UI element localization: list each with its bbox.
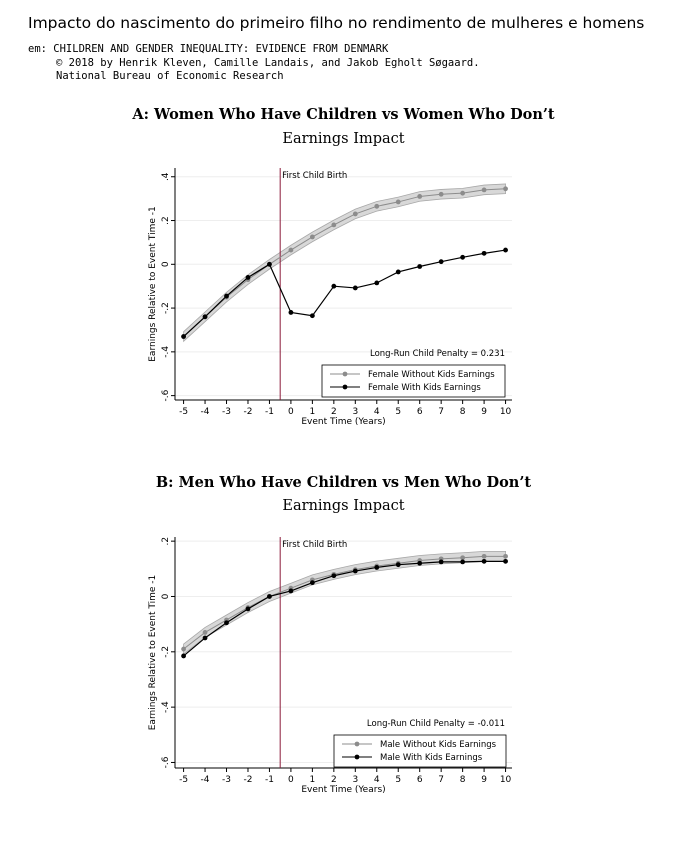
penalty-annotation: Long-Run Child Penalty = 0.231	[369, 349, 505, 359]
confidence-band	[184, 551, 506, 654]
x-tick-label: 6	[416, 407, 423, 417]
x-tick-label: 7	[438, 407, 445, 417]
legend-entry: Female Without Kids Earnings	[368, 370, 495, 380]
series-line	[184, 189, 506, 337]
x-tick-label: 8	[459, 775, 466, 785]
y-tick-label: .2	[161, 216, 171, 225]
data-point	[224, 620, 229, 625]
legend-swatch-marker	[343, 372, 348, 377]
event-label: First Child Birth	[282, 171, 348, 181]
y-tick-label: -.2	[161, 645, 171, 658]
data-point	[417, 194, 422, 199]
chart-title: Earnings Impact	[282, 498, 405, 514]
x-tick-label: -5	[179, 407, 189, 417]
chart-panel-b	[148, 474, 531, 795]
data-point	[289, 589, 294, 594]
y-tick-label: -.2	[161, 302, 171, 314]
data-point	[503, 554, 508, 559]
x-axis-label: Event Time (Years)	[301, 417, 386, 427]
x-tick-label: 9	[481, 407, 487, 417]
x-tick-label: -1	[264, 775, 274, 785]
x-tick-label: 10	[499, 407, 512, 417]
data-point	[482, 554, 487, 559]
data-point	[482, 187, 487, 192]
data-point	[246, 607, 251, 612]
x-tick-label: 9	[481, 775, 487, 785]
data-point	[503, 559, 508, 564]
x-tick-label: 7	[438, 775, 445, 785]
chart-panel-a	[131, 106, 555, 427]
data-point	[310, 580, 315, 585]
data-point	[417, 561, 422, 566]
legend	[322, 365, 505, 397]
x-tick-label: -4	[200, 407, 210, 417]
data-point	[310, 313, 315, 318]
data-point	[439, 192, 444, 197]
data-point	[417, 264, 422, 269]
data-point	[439, 559, 444, 564]
x-tick-label: 2	[330, 775, 337, 785]
y-axis-label: Earnings Relative to Event Time -1	[148, 206, 158, 362]
y-axis-label: Earnings Relative to Event Time -1	[148, 574, 158, 731]
legend-swatch-marker	[355, 755, 360, 760]
data-point	[181, 654, 186, 659]
data-point	[331, 223, 336, 228]
y-tick-label: 0	[161, 261, 171, 268]
y-tick-label: 0	[161, 593, 171, 600]
legend-entry: Male With Kids Earnings	[380, 753, 483, 763]
x-tick-label: 5	[395, 775, 402, 785]
legend-entry: Male Without Kids Earnings	[380, 740, 497, 750]
event-label: First Child Birth	[282, 540, 348, 550]
legend	[334, 735, 506, 767]
y-tick-label: -.4	[161, 345, 171, 358]
panel-title: B: Men Who Have Children vs Men Who Don’t	[155, 474, 532, 491]
x-tick-label: 2	[330, 407, 337, 417]
data-point	[396, 200, 401, 205]
data-point	[246, 275, 251, 280]
y-tick-label: .2	[161, 536, 171, 546]
data-point	[267, 262, 272, 267]
source-line: © 2018 by Henrik Kleven, Camille Landais, and Jakob Egholt Søgaard.	[56, 56, 480, 69]
x-tick-label: 3	[352, 775, 359, 785]
data-point	[181, 647, 186, 652]
x-tick-label: 4	[373, 775, 380, 785]
x-tick-label: -2	[243, 407, 253, 417]
x-tick-label: 5	[395, 407, 402, 417]
data-point	[203, 636, 208, 641]
legend-swatch-marker	[355, 742, 360, 747]
x-tick-label: 6	[416, 775, 423, 785]
x-tick-label: -3	[222, 407, 232, 417]
x-axis-label: Event Time (Years)	[301, 785, 386, 795]
data-point	[289, 310, 294, 315]
data-point	[460, 555, 465, 560]
x-tick-label: 0	[288, 775, 294, 785]
x-tick-label: -4	[200, 775, 210, 785]
data-point	[396, 270, 401, 275]
data-point	[353, 569, 358, 574]
y-tick-label: .4	[161, 172, 171, 182]
confidence-band	[184, 184, 506, 341]
y-tick-label: -.6	[161, 389, 171, 402]
y-tick-label: -.4	[161, 701, 171, 714]
data-point	[353, 286, 358, 291]
penalty-annotation: Long-Run Child Penalty = -0.011	[366, 719, 505, 729]
x-tick-label: 8	[459, 407, 466, 417]
data-point	[374, 565, 379, 570]
x-tick-label: 3	[352, 407, 359, 417]
data-point	[267, 594, 272, 599]
data-point	[181, 334, 186, 339]
source-line: National Bureau of Economic Research	[56, 70, 284, 82]
x-tick-label: -5	[179, 775, 189, 785]
data-point	[203, 630, 208, 635]
chart-title: Earnings Impact	[282, 131, 405, 147]
data-point	[203, 314, 208, 319]
data-point	[396, 562, 401, 567]
data-point	[331, 284, 336, 289]
data-point	[310, 235, 315, 240]
y-tick-label: -.6	[161, 756, 171, 769]
data-point	[482, 251, 487, 256]
data-point	[439, 259, 444, 264]
x-tick-label: 1	[309, 407, 316, 417]
x-tick-label: -2	[243, 775, 253, 785]
x-tick-label: 0	[288, 407, 294, 417]
data-point	[331, 573, 336, 578]
x-tick-label: 4	[373, 407, 380, 417]
data-point	[460, 255, 465, 260]
legend-swatch-marker	[343, 385, 348, 390]
data-point	[482, 559, 487, 564]
data-point	[460, 191, 465, 196]
page-title: Impacto do nascimento do primeiro filho no rendimento de mulheres e homens	[28, 14, 645, 32]
data-point	[460, 559, 465, 564]
legend-entry: Female With Kids Earnings	[368, 383, 481, 393]
data-point	[224, 294, 229, 299]
data-point	[503, 186, 508, 191]
data-point	[289, 248, 294, 253]
source-line: em: CHILDREN AND GENDER INEQUALITY: EVIDENCE FROM DENMARK	[28, 43, 389, 55]
data-point	[503, 248, 508, 253]
x-tick-label: -3	[222, 775, 232, 785]
x-tick-label: 1	[309, 775, 316, 785]
panel-title: A: Women Who Have Children vs Women Who Don’t	[132, 106, 555, 123]
x-tick-label: 10	[499, 775, 512, 785]
data-point	[374, 204, 379, 209]
data-point	[374, 281, 379, 286]
data-point	[353, 212, 358, 217]
x-tick-label: -1	[264, 407, 274, 417]
